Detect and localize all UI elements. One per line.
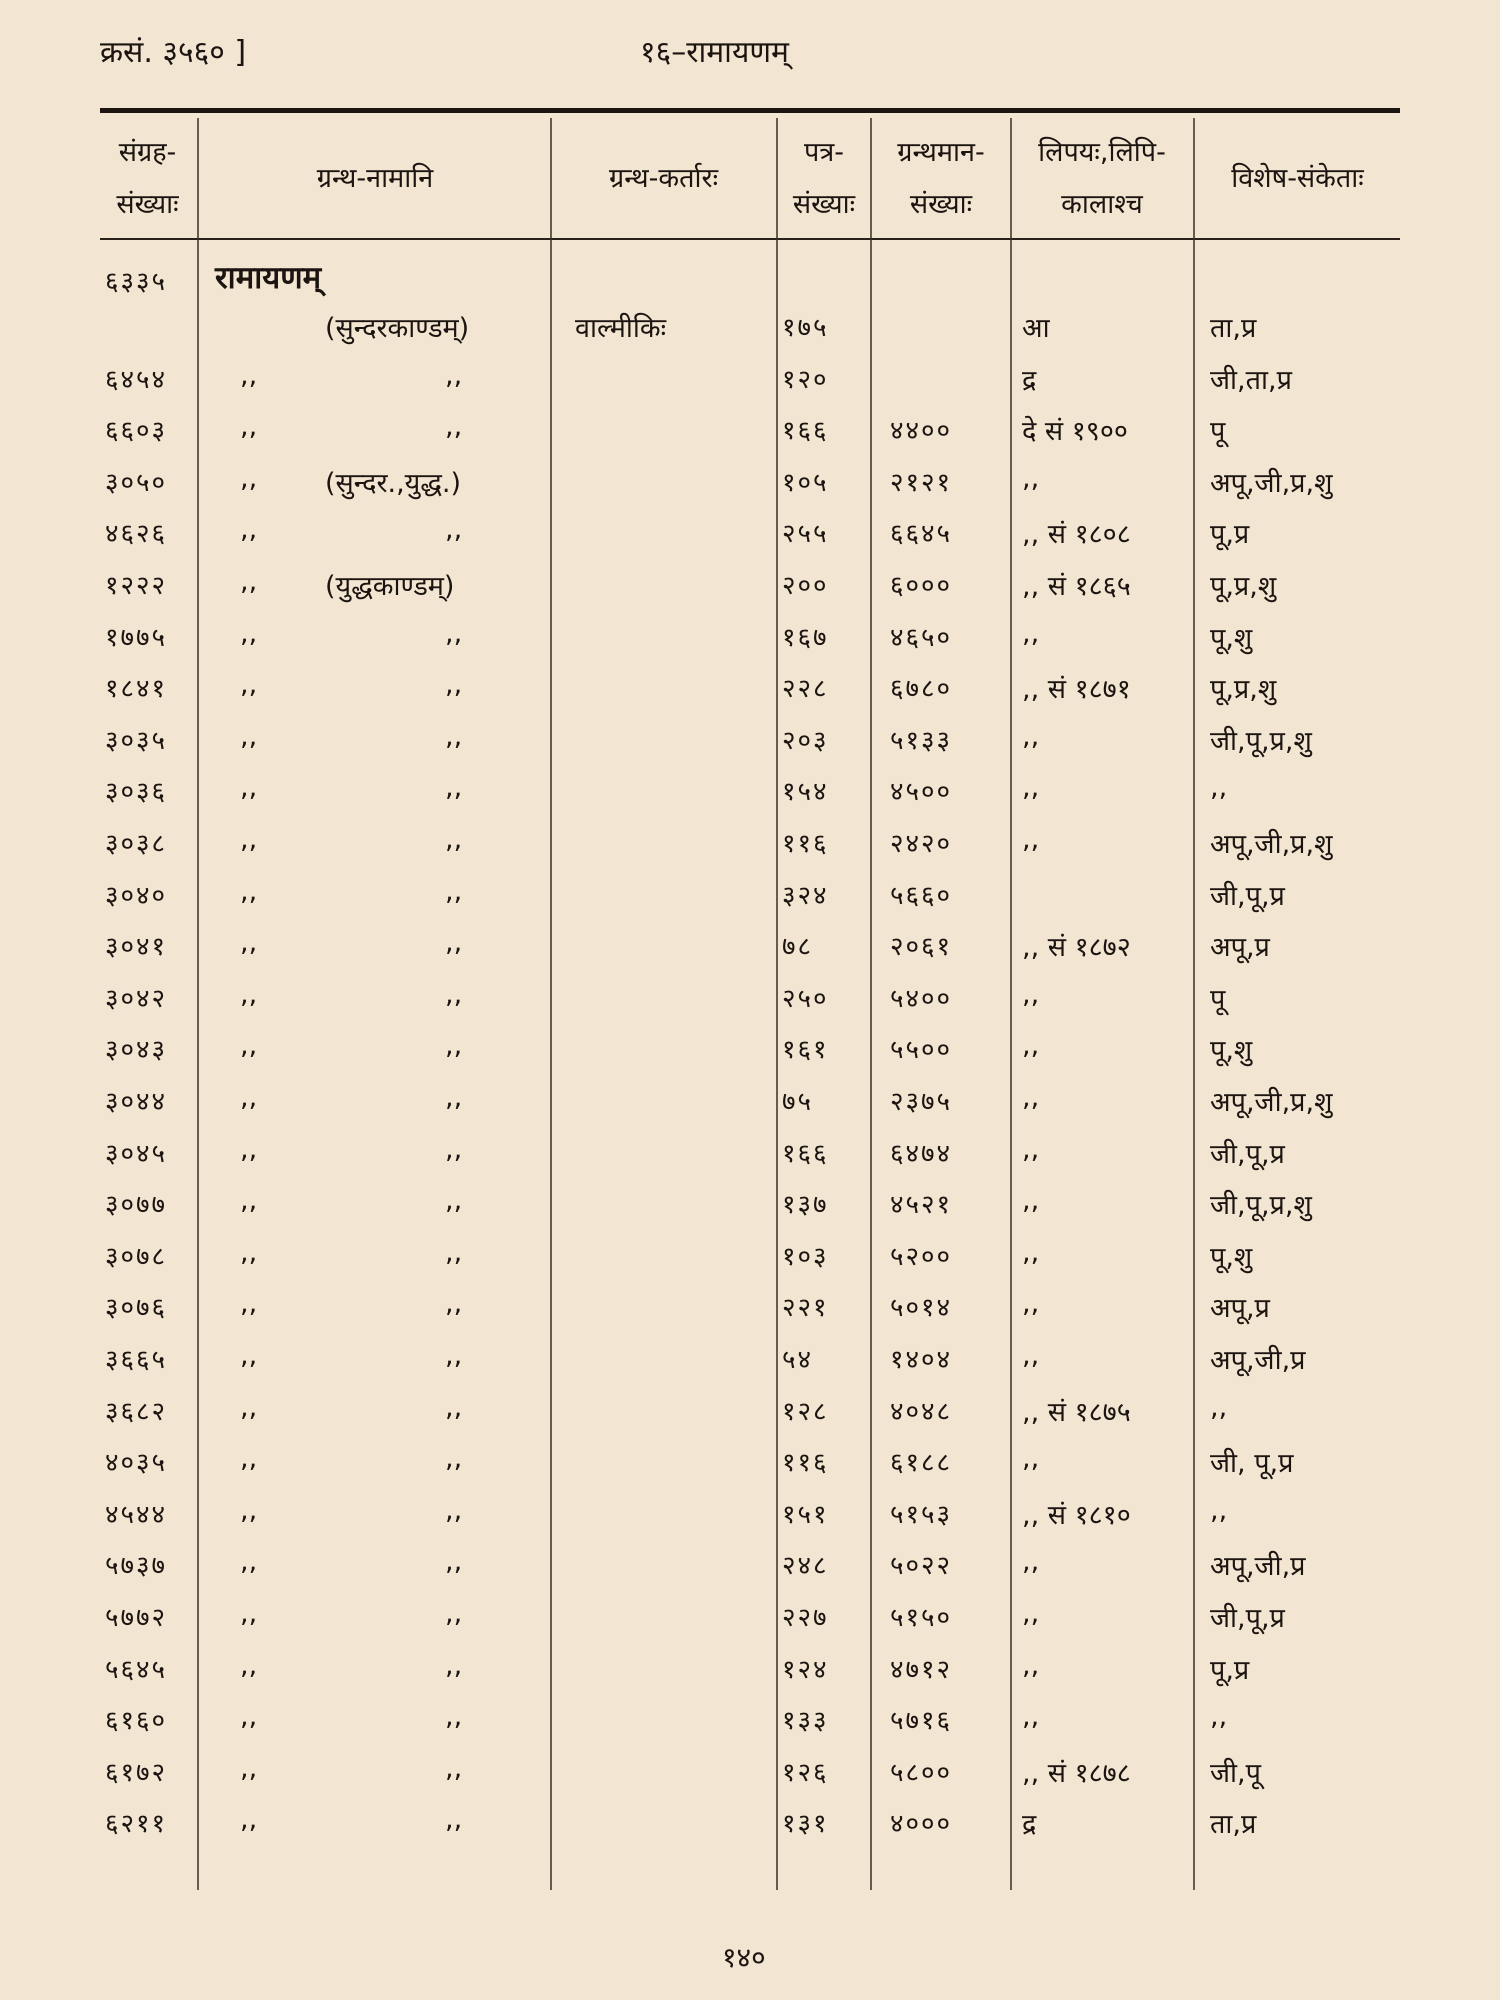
special-notes: ता,प्र <box>1210 1809 1257 1840</box>
leaf-count: १२८ <box>782 1397 829 1427</box>
script-and-date: ,, <box>1022 1134 1040 1165</box>
script-and-date: ,, <box>1022 1185 1040 1216</box>
work-name: ,, <box>445 876 463 907</box>
script-and-date: ,, सं १८६५ <box>1022 571 1131 602</box>
extent-count: ४००० <box>890 1809 953 1839</box>
extent-count: ५१३३ <box>890 726 953 756</box>
col-head-line: संख्याः <box>116 189 179 220</box>
script-and-date: ,, <box>1022 1340 1040 1371</box>
script-and-date: ,, <box>1022 1598 1040 1629</box>
special-notes: जी,पू,प्र <box>1210 1139 1285 1170</box>
page-number: १४० <box>722 1941 766 1974</box>
extent-count: ४४०० <box>890 416 953 446</box>
special-notes: अपू,जी,प्र,शु <box>1210 1087 1333 1118</box>
special-notes: जी,पू,प्र,शु <box>1210 1190 1312 1221</box>
extent-count: ४६५० <box>890 623 953 653</box>
work-name: ,, <box>445 824 463 855</box>
collection-number: १७७५ <box>105 623 168 653</box>
leaf-count: २५५ <box>782 519 829 549</box>
special-notes: अपू,जी,प्र,शु <box>1210 829 1333 860</box>
name-ditto: ,, <box>240 876 258 907</box>
script-and-date: ,, <box>1022 824 1040 855</box>
extent-count: ४७१२ <box>890 1655 953 1685</box>
col-head-line: ग्रन्थ-नामानि <box>316 163 434 194</box>
work-name: ,, <box>445 1288 463 1319</box>
collection-number: ३०७८ <box>105 1242 168 1272</box>
special-notes: जी,पू <box>1210 1758 1261 1789</box>
name-ditto: ,, <box>240 1701 258 1732</box>
work-name: ,, <box>445 1082 463 1113</box>
special-notes: अपू,जी,प्र,शु <box>1210 468 1333 499</box>
column-divider <box>550 118 552 1890</box>
work-name: ,, <box>445 360 463 391</box>
work-name: ,, <box>445 669 463 700</box>
collection-number: ३६८२ <box>105 1397 168 1427</box>
special-notes: पू,प्र <box>1210 1655 1250 1686</box>
name-ditto: ,, <box>240 1495 258 1526</box>
col-head-line: पत्र- <box>804 137 844 168</box>
script-and-date: ,, <box>1022 979 1040 1010</box>
leaf-count: २२७ <box>782 1603 829 1633</box>
col-head-authors <box>552 122 775 236</box>
col-head-special-notes <box>1195 122 1400 236</box>
leaf-count: १६१ <box>782 1035 829 1065</box>
name-ditto: ,, <box>240 979 258 1010</box>
script-and-date: ,, सं १८७५ <box>1022 1397 1131 1428</box>
extent-count: २३७५ <box>890 1087 953 1117</box>
collection-number: ३०५० <box>105 468 168 498</box>
header-rule <box>100 108 1400 113</box>
special-notes: अपू,जी,प्र <box>1210 1551 1306 1582</box>
collection-number: १२२२ <box>105 571 168 601</box>
extent-count: ६१८८ <box>890 1448 953 1478</box>
script-and-date: ,, <box>1022 463 1040 494</box>
special-notes: अपू,प्र <box>1210 1293 1270 1324</box>
work-name: (युद्धकाण्डम्) <box>325 571 455 602</box>
special-notes: अपू,प्र <box>1210 932 1270 963</box>
work-name: (सुन्दर.,युद्ध.) <box>325 468 462 499</box>
leaf-count: १५४ <box>782 777 829 807</box>
name-ditto: ,, <box>240 1546 258 1577</box>
leaf-count: १५१ <box>782 1500 829 1530</box>
work-name: ,, <box>445 1495 463 1526</box>
extent-count: ६००० <box>890 571 953 601</box>
extent-count: ६६४५ <box>890 519 953 549</box>
special-notes: पू,प्र,शु <box>1210 674 1277 705</box>
work-name: ,, <box>445 1804 463 1835</box>
leaf-count: ७५ <box>782 1087 814 1117</box>
name-ditto: ,, <box>240 1753 258 1784</box>
leaf-count: २४८ <box>782 1551 829 1581</box>
leaf-count: १२४ <box>782 1655 829 1685</box>
work-name: ,, <box>445 979 463 1010</box>
column-header-rule <box>100 238 1400 240</box>
leaf-count: २०० <box>782 571 829 601</box>
name-ditto: ,, <box>240 1237 258 1268</box>
work-name: ,, <box>445 1134 463 1165</box>
name-ditto: ,, <box>240 927 258 958</box>
special-notes: जी, पू,प्र <box>1210 1448 1294 1479</box>
name-ditto: ,, <box>240 1340 258 1371</box>
leaf-count: १२६ <box>782 1758 829 1788</box>
work-name: ,, <box>445 618 463 649</box>
name-ditto: ,, <box>240 721 258 752</box>
special-notes: ,, <box>1210 1392 1228 1423</box>
leaf-count: ७८ <box>782 932 814 962</box>
name-ditto: ,, <box>240 411 258 442</box>
col-head-line: संख्याः <box>792 189 856 220</box>
name-ditto: ,, <box>240 772 258 803</box>
collection-number: ४६२६ <box>105 519 168 549</box>
name-ditto: ,, <box>240 1134 258 1165</box>
special-notes: पू,प्र,शु <box>1210 571 1277 602</box>
col-head-script-date <box>1012 122 1192 236</box>
column-divider <box>1193 118 1195 1890</box>
collection-number: ६२११ <box>105 1809 168 1839</box>
col-head-work-names <box>200 122 550 236</box>
title-row-number: ६३३५ <box>105 267 168 297</box>
collection-number: ६१७२ <box>105 1758 168 1788</box>
column-divider <box>776 118 778 1890</box>
special-notes: जी,पू,प्र <box>1210 1603 1285 1634</box>
leaf-count: १२० <box>782 365 829 395</box>
col-head-line: विशेष-संकेताः <box>1231 163 1364 194</box>
name-ditto: ,, <box>240 618 258 649</box>
col-head-leaves <box>778 122 870 236</box>
special-notes: ,, <box>1210 772 1228 803</box>
collection-number: ६४५४ <box>105 365 168 395</box>
collection-number: ६६०३ <box>105 416 168 446</box>
name-ditto: ,, <box>240 1082 258 1113</box>
collection-number: ३०४३ <box>105 1035 168 1065</box>
script-and-date: ,, <box>1022 1082 1040 1113</box>
script-and-date: द्र <box>1022 365 1037 396</box>
script-and-date: ,, <box>1022 772 1040 803</box>
column-divider <box>870 118 872 1890</box>
leaf-count: ११६ <box>782 829 829 859</box>
special-notes: पू,प्र <box>1210 519 1250 550</box>
extent-count: ५५०० <box>890 1035 953 1065</box>
work-name: ,, <box>445 1650 463 1681</box>
collection-number: ३०३६ <box>105 777 168 807</box>
script-and-date: ,, <box>1022 721 1040 752</box>
work-name: ,, <box>445 514 463 545</box>
collection-number: ५७३७ <box>105 1551 168 1581</box>
column-divider <box>197 118 199 1890</box>
column-divider <box>1010 118 1012 1890</box>
name-ditto: ,, <box>240 514 258 545</box>
collection-number: ५७७२ <box>105 1603 168 1633</box>
leaf-count: २५० <box>782 984 829 1014</box>
special-notes: जी,पू,प्र,शु <box>1210 726 1312 757</box>
script-and-date: ,, <box>1022 1546 1040 1577</box>
leaf-count: १०५ <box>782 468 829 498</box>
collection-number: १८४१ <box>105 674 168 704</box>
leaf-count: १६७ <box>782 623 829 653</box>
special-notes: ता,प्र <box>1210 313 1257 344</box>
leaf-count: १६६ <box>782 416 829 446</box>
collection-number: ३६६५ <box>105 1345 168 1375</box>
collection-number: ३०३५ <box>105 726 168 756</box>
special-notes: पू <box>1210 984 1226 1015</box>
extent-count: ५१५३ <box>890 1500 953 1530</box>
special-notes: जी,पू,प्र <box>1210 881 1285 912</box>
extent-count: ५६६० <box>890 881 953 911</box>
extent-count: ६७८० <box>890 674 953 704</box>
running-header-left: क्रसं. ३५६० ] <box>100 35 247 70</box>
special-notes: पू,शु <box>1210 1035 1253 1066</box>
work-name: ,, <box>445 721 463 752</box>
work-name: (सुन्दरकाण्डम्) <box>325 313 470 344</box>
col-head-extent <box>872 122 1010 236</box>
work-name: ,, <box>445 1546 463 1577</box>
extent-count: ६४७४ <box>890 1139 953 1169</box>
col-head-line: ग्रन्थ-कर्तारः <box>608 163 719 194</box>
extent-count: २१२१ <box>890 468 953 498</box>
col-head-line: संख्याः <box>909 189 973 220</box>
special-notes: ,, <box>1210 1701 1228 1732</box>
leaf-count: २०३ <box>782 726 829 756</box>
work-name: ,, <box>445 1753 463 1784</box>
extent-count: ५०१४ <box>890 1293 953 1323</box>
extent-count: १४०४ <box>890 1345 953 1375</box>
extent-count: ४०४८ <box>890 1397 953 1427</box>
col-head-line: लिपयः,लिपि- <box>1038 137 1166 168</box>
work-name: ,, <box>445 1030 463 1061</box>
script-and-date: ,, <box>1022 1443 1040 1474</box>
work-name: ,, <box>445 1443 463 1474</box>
script-and-date: ,, सं १८०८ <box>1022 519 1131 550</box>
special-notes: ,, <box>1210 1495 1228 1526</box>
leaf-count: १३७ <box>782 1190 829 1220</box>
name-ditto: ,, <box>240 1392 258 1423</box>
script-and-date: आ <box>1022 313 1050 344</box>
collection-number: ३०४२ <box>105 984 168 1014</box>
special-notes: पू,शु <box>1210 1242 1253 1273</box>
work-title: रामायणम् <box>215 260 322 296</box>
leaf-count: १७५ <box>782 313 829 343</box>
col-head-line: संग्रह- <box>118 137 177 168</box>
collection-number: ३०४१ <box>105 932 168 962</box>
work-name: ,, <box>445 1237 463 1268</box>
leaf-count: ५४ <box>782 1345 814 1375</box>
name-ditto: ,, <box>240 1443 258 1474</box>
work-name: ,, <box>445 1598 463 1629</box>
name-ditto: ,, <box>240 463 258 494</box>
script-and-date: ,, सं १८१० <box>1022 1500 1131 1531</box>
name-ditto: ,, <box>240 1650 258 1681</box>
collection-number: ३०४० <box>105 881 168 911</box>
name-ditto: ,, <box>240 566 258 597</box>
leaf-count: २२१ <box>782 1293 829 1323</box>
script-and-date: ,, <box>1022 1701 1040 1732</box>
work-name: ,, <box>445 1392 463 1423</box>
name-ditto: ,, <box>240 1030 258 1061</box>
extent-count: ५२०० <box>890 1242 953 1272</box>
leaf-count: २२८ <box>782 674 829 704</box>
collection-number: ६१६० <box>105 1706 168 1736</box>
col-head-collection-number <box>100 122 195 236</box>
work-name: ,, <box>445 927 463 958</box>
extent-count: ५४०० <box>890 984 953 1014</box>
special-notes: पू,शु <box>1210 623 1253 654</box>
col-head-line: कालाश्च <box>1061 189 1143 220</box>
collection-number: ३०४५ <box>105 1139 168 1169</box>
extent-count: ५८०० <box>890 1758 953 1788</box>
author: वाल्मीकिः <box>575 313 667 344</box>
leaf-count: १३१ <box>782 1809 829 1839</box>
collection-number: ३०७६ <box>105 1293 168 1323</box>
leaf-count: ११६ <box>782 1448 829 1478</box>
extent-count: ४५०० <box>890 777 953 807</box>
collection-number: ४५४४ <box>105 1500 168 1530</box>
work-name: ,, <box>445 772 463 803</box>
work-name: ,, <box>445 411 463 442</box>
work-name: ,, <box>445 1340 463 1371</box>
leaf-count: १३३ <box>782 1706 829 1736</box>
extent-count: २०६१ <box>890 932 953 962</box>
leaf-count: १०३ <box>782 1242 829 1272</box>
extent-count: ५१५० <box>890 1603 953 1633</box>
special-notes: अपू,जी,प्र <box>1210 1345 1306 1376</box>
name-ditto: ,, <box>240 824 258 855</box>
collection-number: ३०७७ <box>105 1190 168 1220</box>
script-and-date: ,, <box>1022 618 1040 649</box>
extent-count: ५०२२ <box>890 1551 953 1581</box>
collection-number: ३०४४ <box>105 1087 168 1117</box>
extent-count: ५७१६ <box>890 1706 953 1736</box>
script-and-date: ,, <box>1022 1237 1040 1268</box>
work-name: ,, <box>445 1185 463 1216</box>
running-header-title: १६–रामायणम् <box>640 35 789 70</box>
script-and-date: ,, सं १८७२ <box>1022 932 1131 963</box>
script-and-date: द्र <box>1022 1809 1037 1840</box>
name-ditto: ,, <box>240 669 258 700</box>
name-ditto: ,, <box>240 360 258 391</box>
extent-count: ४५२१ <box>890 1190 953 1220</box>
script-and-date: ,, <box>1022 1288 1040 1319</box>
special-notes: पू <box>1210 416 1226 447</box>
name-ditto: ,, <box>240 1598 258 1629</box>
collection-number: ५६४५ <box>105 1655 168 1685</box>
special-notes: जी,ता,प्र <box>1210 365 1292 396</box>
collection-number: ४०३५ <box>105 1448 168 1478</box>
name-ditto: ,, <box>240 1185 258 1216</box>
extent-count: २४२० <box>890 829 953 859</box>
leaf-count: ३२४ <box>782 881 829 911</box>
script-and-date: ,, <box>1022 1030 1040 1061</box>
collection-number: ३०३८ <box>105 829 168 859</box>
script-and-date: ,, <box>1022 1650 1040 1681</box>
script-and-date: ,, सं १८७८ <box>1022 1758 1131 1789</box>
script-and-date: दे सं १९०० <box>1022 416 1128 447</box>
name-ditto: ,, <box>240 1804 258 1835</box>
script-and-date: ,, सं १८७१ <box>1022 674 1131 705</box>
name-ditto: ,, <box>240 1288 258 1319</box>
col-head-line: ग्रन्थमान- <box>897 137 985 168</box>
leaf-count: १६६ <box>782 1139 829 1169</box>
work-name: ,, <box>445 1701 463 1732</box>
